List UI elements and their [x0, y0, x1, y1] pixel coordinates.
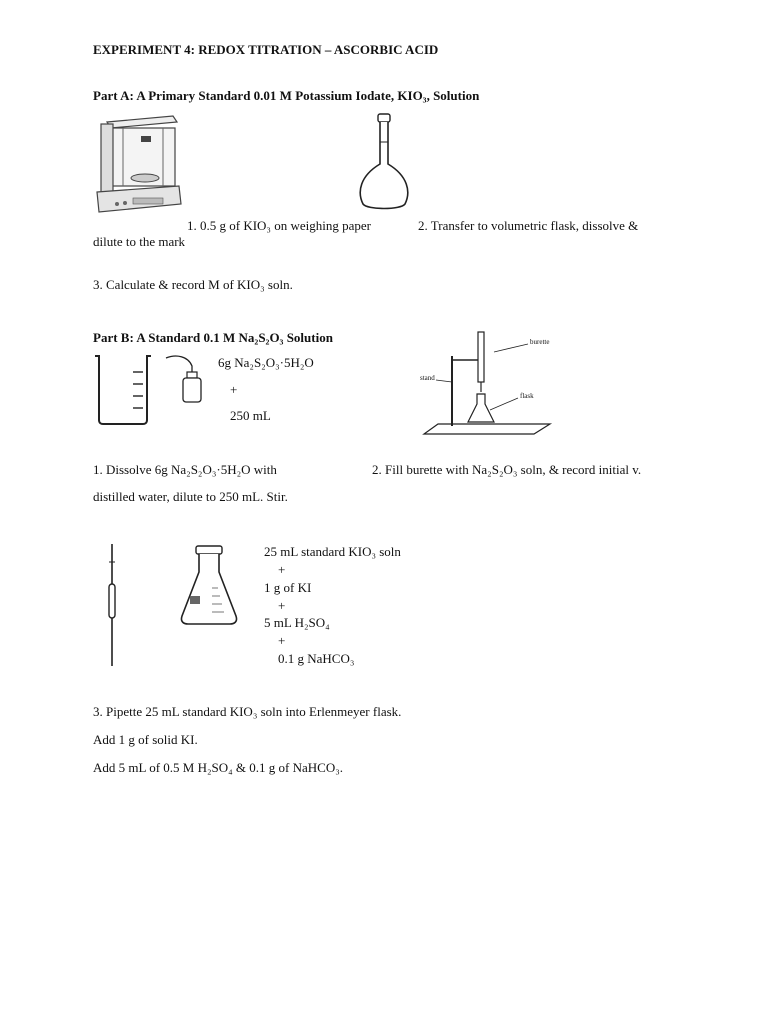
part-b-step1: 1. Dissolve 6g Na₂S₂O₃·5H₂O with — [93, 462, 277, 477]
mixture-line-1: 25 mL standard KIO₃ soln — [264, 544, 401, 559]
wash-bottle-image — [162, 354, 204, 404]
mixture-plus-1: + — [278, 562, 286, 577]
part-b-step1-continued: distilled water, dilute to 250 mL. Stir. — [93, 489, 288, 504]
volumetric-flask-image — [355, 112, 415, 214]
mixture-line-4: 0.1 g NaHCO₃ — [278, 651, 355, 666]
beaker-image — [93, 352, 153, 426]
mixture-line-3: 5 mL H₂SO₄ — [264, 615, 330, 630]
part-b-step2: 2. Fill burette with Na₂S₂O₃ soln, & record initial v. — [372, 462, 642, 477]
part-a-step3: 3. Calculate & record M of KIO₃ soln. — [93, 277, 293, 292]
recipe-plus: + — [230, 382, 238, 397]
burette-label: burette — [530, 338, 550, 346]
erlenmeyer-flask-image — [178, 544, 240, 628]
flask-label: flask — [520, 392, 534, 400]
recipe-reagent: 6g Na₂S₂O₃·5H₂O — [218, 355, 314, 370]
part-b-step3: 3. Pipette 25 mL standard KIO₃ soln into Erlenmeyer flask. — [93, 704, 402, 719]
part-b-heading: Part B: A Standard 0.1 M Na₂S₂O₃ Solution — [93, 330, 333, 345]
pipette-image — [104, 542, 120, 668]
analytical-balance-image — [93, 112, 183, 216]
mixture-plus-3: + — [278, 633, 286, 648]
mixture-line-2: 1 g of KI — [264, 580, 312, 595]
part-a-step2-continued: dilute to the mark — [93, 234, 186, 249]
recipe-volume: 250 mL — [230, 408, 271, 423]
part-b-step3-ki: Add 1 g of solid KI. — [93, 732, 198, 747]
part-a-step2: 2. Transfer to volumetric flask, dissolve & — [418, 218, 639, 233]
stand-label: stand — [420, 374, 435, 382]
page-title: EXPERIMENT 4: REDOX TITRATION – ASCORBIC ACID — [93, 42, 439, 57]
mixture-plus-2: + — [278, 598, 286, 613]
part-a-heading: Part A: A Primary Standard 0.01 M Potassium Iodate, KIO₃, Solution — [93, 88, 480, 103]
part-a-step1: 1. 0.5 g of KIO₃ on weighing paper — [187, 218, 371, 233]
part-b-step3-acid: Add 5 mL of 0.5 M H₂SO₄ & 0.1 g of NaHCO₃. — [93, 760, 343, 775]
